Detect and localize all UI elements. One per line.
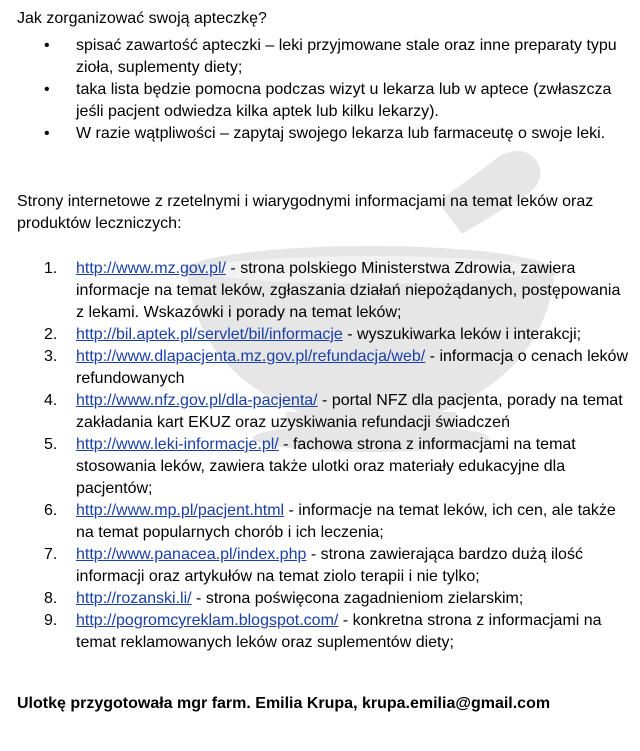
website-description: - fachowa strona z informacjami na temat stosowania leków, zawiera także ulotki oraz materiały edukacyjne dla pacjentów; — [76, 436, 576, 497]
website-description: - konkretna strona z informacjami na temat reklamowanych leków oraz suplementów diety; — [76, 612, 602, 651]
website-link[interactable]: http://www.mz.gov.pl/ — [76, 260, 226, 277]
website-link[interactable]: http://bil.aptek.pl/servlet/bil/informacje — [76, 326, 343, 343]
item-number: 8. — [44, 590, 58, 607]
website-link[interactable]: http://www.nfz.gov.pl/dla-pacjenta/ — [76, 392, 318, 409]
bullet-text: spisać zawartość apteczki – leki przyjmowane stale oraz inne preparaty typu zioła, suplementy diety; — [76, 37, 617, 76]
list-item — [0, 123, 620, 145]
bullet-text: W razie wątpliwości – zapytaj swojego lekarza lub farmaceutę o swoje leki. — [76, 125, 606, 142]
bullet-text: taka lista będzie pomocna podczas wizyt u lekarza lub w aptece (zwłaszcza jeśli pacjent odwiedza kilka aptek lub kilku lekarzy). — [76, 81, 612, 120]
bullet-icon: • — [44, 81, 50, 98]
website-description: - wyszukiwarka leków i interakcji; — [342, 326, 582, 343]
website-description: - strona polskiego Ministerstwa Zdrowia, zawiera informacje na temat leków, zgłaszania działań niepożądanych, postępowania z lekami. Wskazówki i porady na temat leków; — [76, 260, 621, 321]
bullet-icon: • — [44, 125, 50, 142]
item-number: 3. — [44, 348, 58, 365]
website-link[interactable]: http://www.leki-informacje.pl/ — [76, 436, 279, 453]
list-item — [0, 390, 630, 434]
list-item — [0, 434, 630, 500]
bullet-icon: • — [44, 37, 50, 54]
website-description: - portal NFZ dla pacjenta, porady na temat zakładania kart EKUZ oraz uzyskiwania refundacji świadczeń — [76, 392, 623, 431]
website-link[interactable]: http://pogromcyreklam.blogspot.com/ — [76, 612, 339, 629]
organizing-tips-list — [0, 35, 620, 145]
item-number: 6. — [44, 502, 58, 519]
author-footer: Ulotkę przygotowała mgr farm. Emilia Krupa, krupa.emilia@gmail.com — [17, 695, 551, 712]
list-item — [0, 346, 630, 390]
list-item — [0, 588, 630, 610]
websites-list — [0, 258, 630, 654]
item-number: 1. — [44, 260, 58, 277]
list-item — [0, 500, 630, 544]
list-item — [0, 35, 620, 79]
item-number: 7. — [44, 546, 58, 563]
list-item — [0, 79, 620, 123]
website-description: - strona poświęcona zagadnieniom zielarskim; — [191, 590, 524, 607]
website-description: - informacje na temat leków, ich cen, ale także na temat popularnych chorób i ich leczenia; — [76, 502, 616, 541]
item-number: 9. — [44, 612, 58, 629]
website-link[interactable]: http://www.panacea.pl/index.php — [76, 546, 307, 563]
website-link[interactable]: http://www.dlapacjenta.mz.gov.pl/refundacja/web/ — [76, 348, 426, 365]
website-description: - informacja o cenach leków refundowanych — [76, 348, 628, 387]
page-heading: Jak zorganizować swoją apteczkę? — [17, 10, 267, 27]
list-item — [0, 610, 630, 654]
list-item — [0, 258, 630, 324]
item-number: 4. — [44, 392, 58, 409]
list-item — [0, 324, 630, 346]
list-item — [0, 544, 630, 588]
item-number: 2. — [44, 326, 58, 343]
websites-intro: Strony internetowe z rzetelnymi i wiarygodnymi informacjami na temat leków oraz produktów leczniczych: — [17, 193, 594, 232]
website-description: - strona zawierająca bardzo dużą ilość informacji oraz artykułów na temat ziolo terapii i nie tylko; — [76, 546, 583, 585]
item-number: 5. — [44, 436, 58, 453]
website-link[interactable]: http://rozanski.li/ — [76, 590, 192, 607]
website-link[interactable]: http://www.mp.pl/pacjent.html — [76, 502, 285, 519]
